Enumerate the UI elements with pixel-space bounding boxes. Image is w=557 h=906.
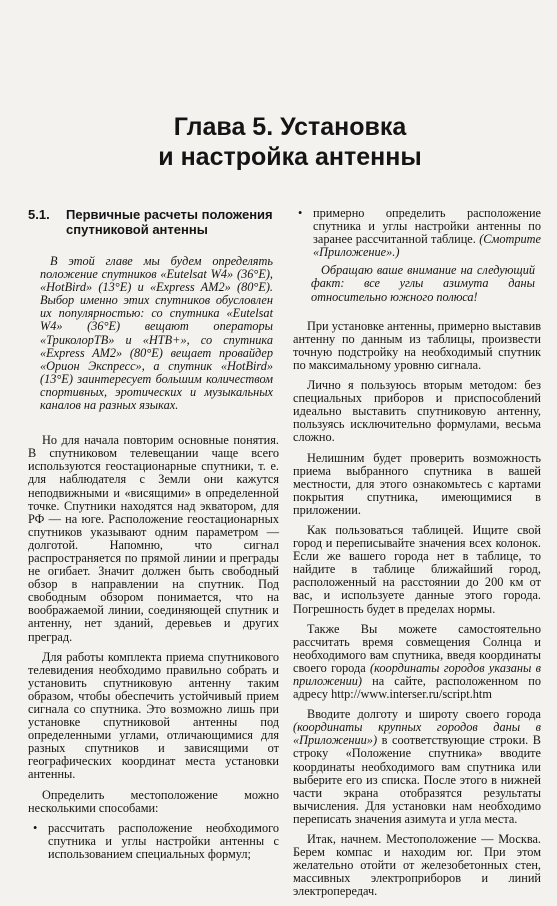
bullet-marker: • xyxy=(298,206,303,220)
azimuth-note xyxy=(311,264,535,303)
body-paragraph: Но для начала повторим основные понятия. В спутниковом телевещании чаще всего используются геостационарные спутники, т. е. для наблюдателя с Земли они кажутся неподвижными и «висящими» в определенной точке. Спутники находятся над экватором, для РФ — на юге. Расположение геостационарных спутников указывают одним параметром — долготой. Напомню, что сигнал распространяется по прямой линии и преграды не огибает. Значит должен быть свободный обзор в направлении на спутник. Под свободным обзором понимается, что на воображаемой линии, соединяющей спутник и антенну, нет зданий, деревьев и других преград. xyxy=(28,433,279,644)
section-title: Первичные расчеты положения спутниковой антенны xyxy=(66,207,273,237)
chapter-intro xyxy=(40,255,273,412)
intro-paragraph: В этой главе мы будем определять положение спутников «Eutelsat W4» (36°E), «HotBird» (13°E) и «Express AM2» (80°E). Выбор именно этих спутников обусловлен их популярностью: со спутника «Eutelsat W4» (36°E) вещают операторы «ТриколорТВ» и «НТВ+», со спутника «Express AM2» (80°E) вещает провайдер «Орион Экспресс», а спутник «HotBird» (13°E) заинтересует большим количеством спортивных, эротических и музыкальных каналов на разных языках. xyxy=(40,254,273,413)
text-run-italic: (координаты крупных городов даны в «Приложении») xyxy=(293,720,541,748)
list-item xyxy=(293,207,541,259)
text-run-italic: (координаты городов указаны в приложении) xyxy=(293,660,542,688)
body-paragraph: Как пользоваться таблицей. Ищите свой город и переписывайте значения всех колонок. Если же вашего города нет в таблице, то найдите в таблице ближайший город, расположенный на расстоянии до 200 км от вас, и используете данные этого города. Погрешность будет в пределах нормы. xyxy=(293,522,541,616)
body-paragraph: При установке антенны, примерно выставив антенну по данным из таблицы, произвести точную подстройку на необходимый спутник по максимальному уровню сигнала. xyxy=(293,318,541,372)
list-item-text: рассчитать расположение необходимого спутника и углы настройки антенны с использованием специальных формул; xyxy=(48,820,279,861)
methods-list xyxy=(28,822,279,861)
right-column xyxy=(293,207,541,906)
body-paragraph: Для работы комплекта приема спутникового телевидения необходимо правильно собрать и установить спутниковую антенну таким образом, чтобы обеспечить устойчивый прием сигнала со спутника. Это возможно лишь при установке спутниковой антенны под определенными углами, отличающимися для разных спутников и зависящими от географических координат места установки антенны. xyxy=(28,649,279,782)
body-paragraph: Лично я пользуюсь вторым методом: без специальных приборов и приспособлений идеально выставить спутниковую антенну, пользуясь исключительно формулами, весьма сложно. xyxy=(293,378,541,445)
chapter-title-line2: и настройка антенны xyxy=(158,143,422,171)
note-text: Обращаю ваше внимание на следующий факт: все углы азимута даны относительно южного полюса! xyxy=(311,263,535,304)
bullet-marker: • xyxy=(33,820,38,835)
body-paragraph: Нелишним будет проверить возможность приема выбранного спутника в вашей местности, для этого ознакомьтесь с картами покрытия спутника, имеющимися в приложении. xyxy=(293,450,541,517)
chapter-title-line1: Глава 5. Установка xyxy=(173,113,407,141)
body-paragraph: Определить местоположение можно несколькими способами: xyxy=(28,787,279,815)
body-paragraph xyxy=(293,623,541,702)
body-paragraph: Итак, начнем. Местоположение — Москва. Берем компас и находим юг. При этом желательно отойти от железобетонных стен, массивных электроприборов и линий электропередач. xyxy=(293,832,541,899)
list-item xyxy=(28,822,279,861)
text-run: Вводите долготу и широту своего города xyxy=(307,707,541,722)
methods-list-continued xyxy=(293,207,541,259)
text-run: на сайте, расположенном по адресу http://www.interser.ru/script.htm xyxy=(293,674,541,702)
text-run: в соответствующие строки. В строку «Положение спутника» вводите координаты необходимого вам спутника или выберите его из списка. После этого в нижней части экрана отобразятся результаты вычисления. Для установки нам необходимо переписать значения азимута и угла места. xyxy=(293,733,541,826)
section-number: 5.1. xyxy=(28,207,50,222)
left-column xyxy=(28,207,279,866)
text-run: Также Вы можете самостоятельно рассчитать время совмещения Солнца и необходимого вам спутника, введя координаты своего города xyxy=(293,621,541,675)
appendix-reference: (Смотрите «Приложение».) xyxy=(313,232,542,260)
body-paragraph xyxy=(293,708,541,826)
chapter-title xyxy=(80,112,500,172)
list-item-text: примерно определить расположение спутника и углы настройки антенны по заранее рассчитанной таблице. xyxy=(313,206,541,247)
section-heading xyxy=(28,207,279,237)
